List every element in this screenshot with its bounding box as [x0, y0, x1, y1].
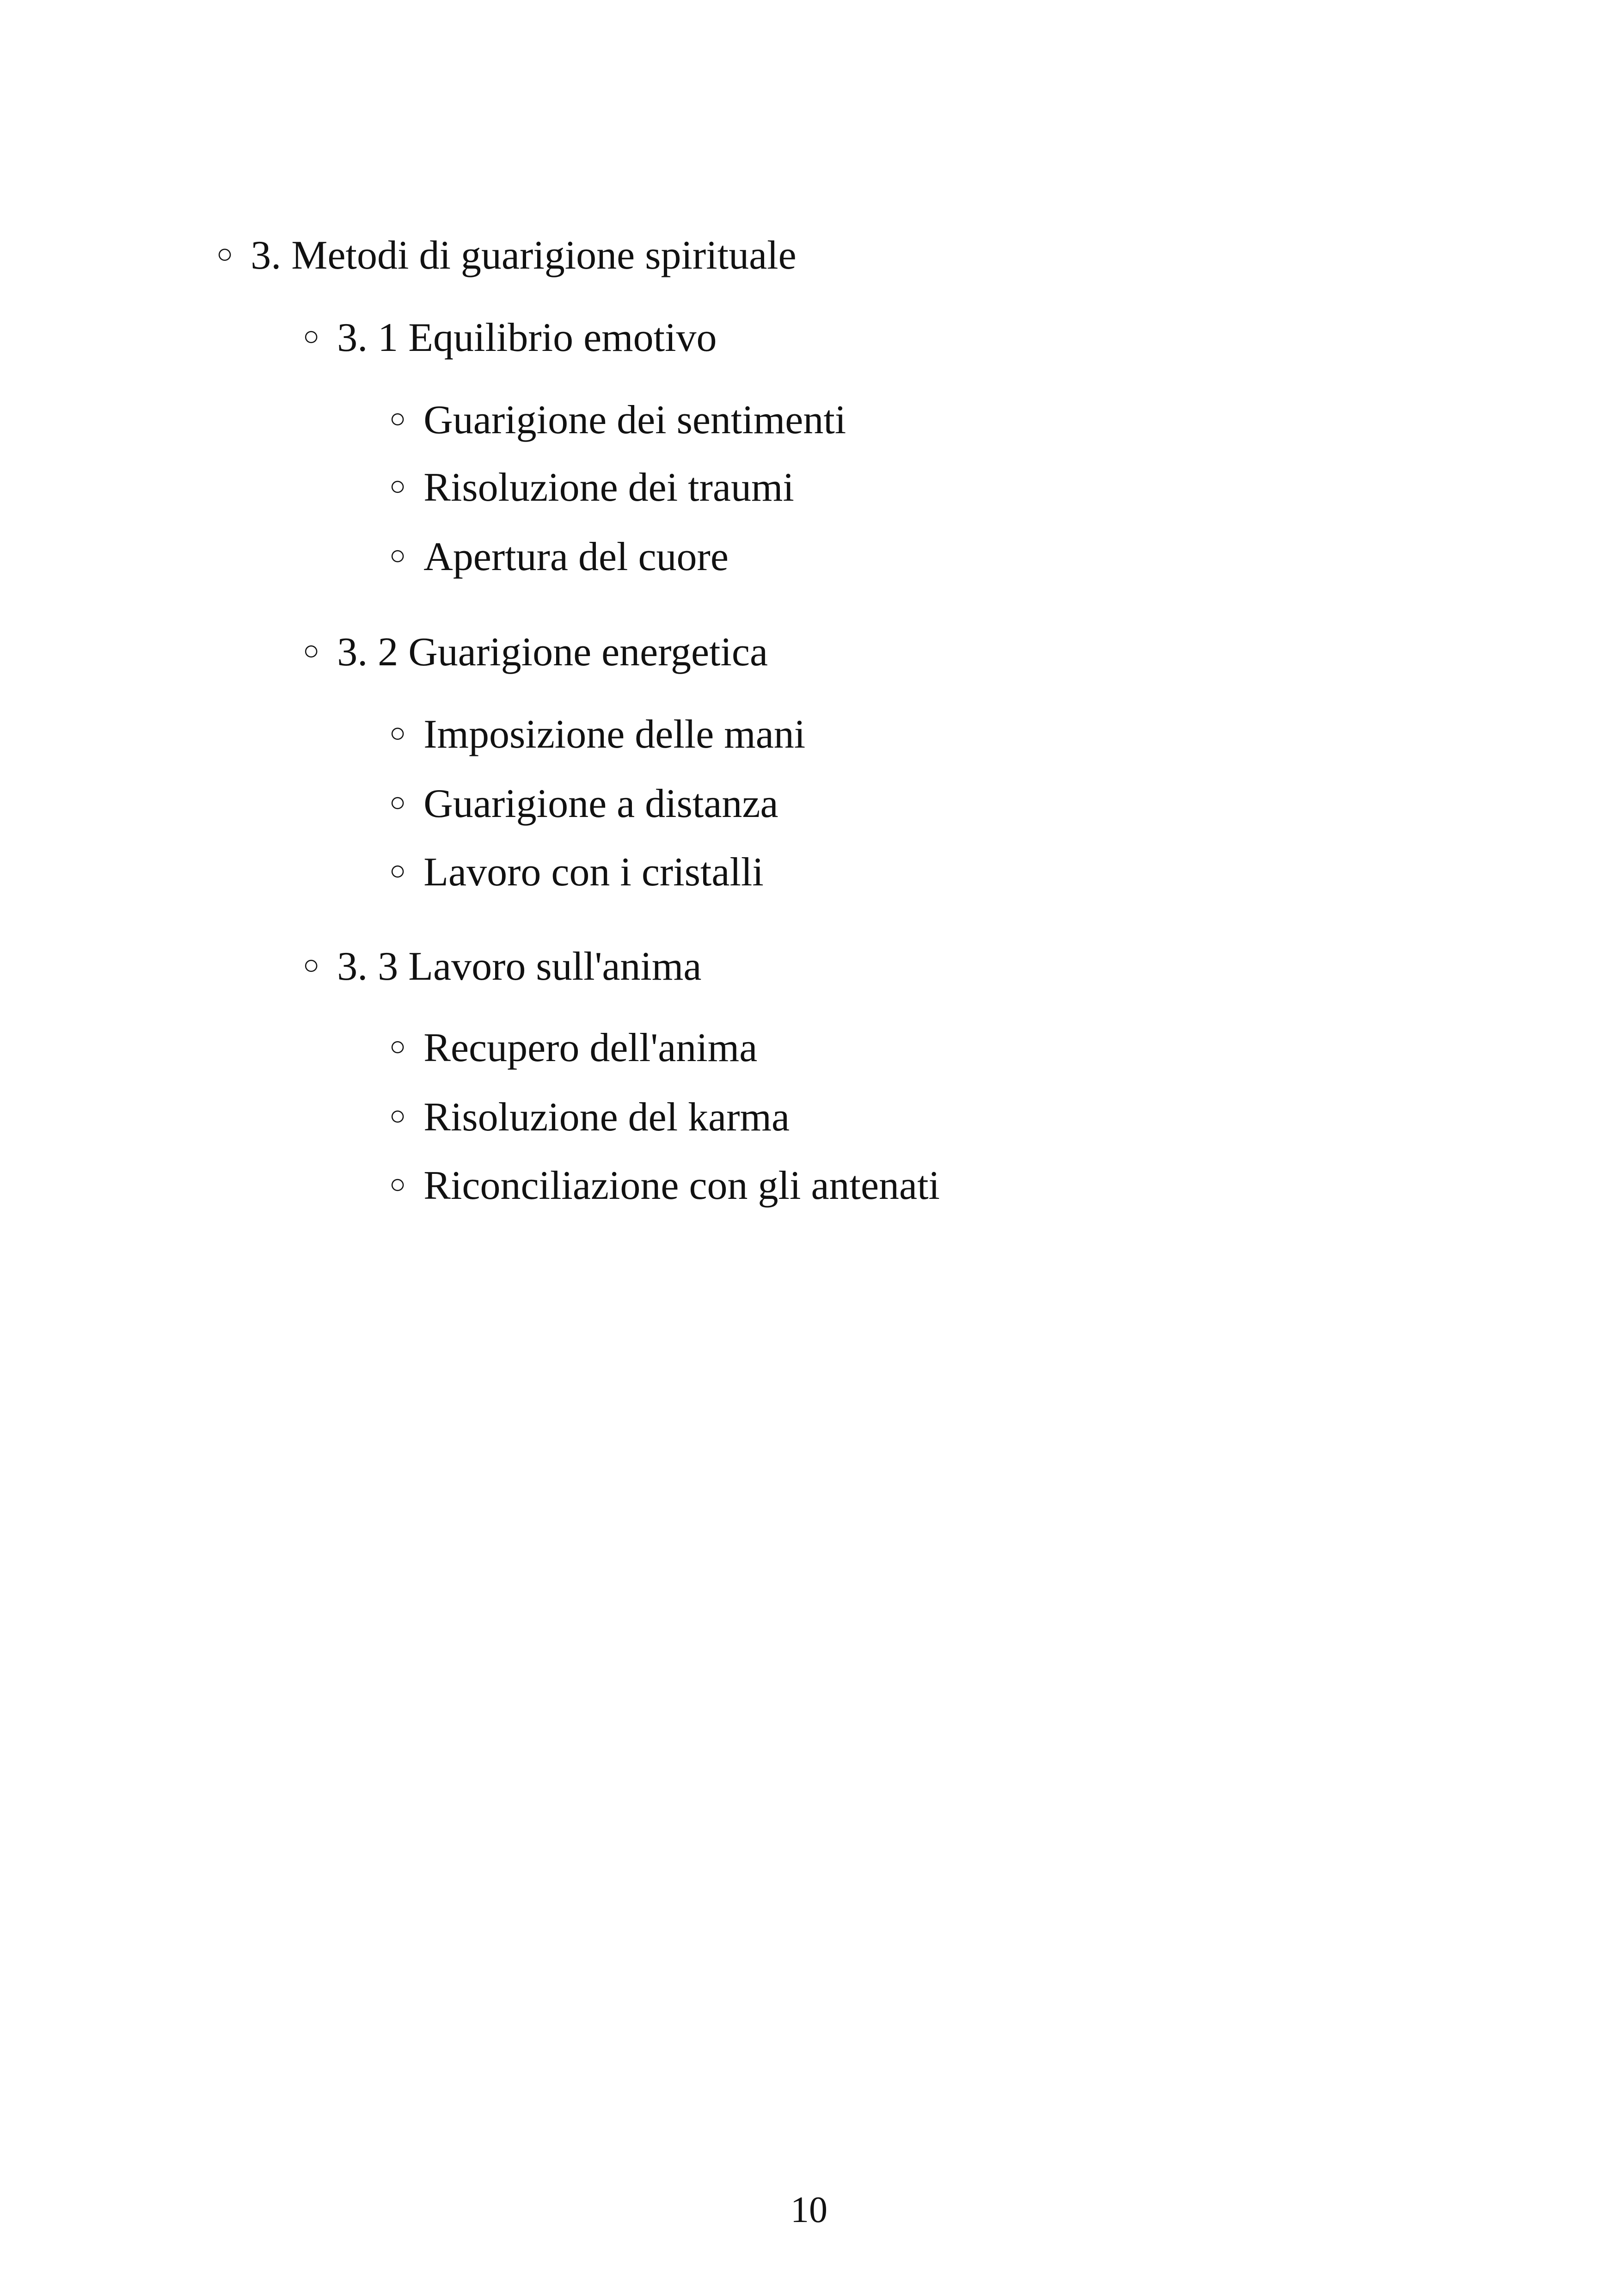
list-item [389, 393, 846, 446]
list-item-text: Risoluzione del karma [423, 1095, 790, 1140]
list-item-text: Imposizione delle mani [423, 712, 806, 757]
hollow-circle-bullet-icon: ○ [389, 787, 406, 817]
list-item [389, 460, 794, 513]
list-item [389, 1159, 940, 1211]
hollow-circle-bullet-icon: ○ [389, 718, 406, 748]
hollow-circle-bullet-icon: ○ [216, 239, 233, 269]
page-number: 10 [791, 2190, 827, 2230]
hollow-circle-bullet-icon: ○ [303, 950, 320, 980]
subsection-heading [303, 311, 717, 363]
subsection-title: 3. 2 Guarigione energetica [337, 630, 768, 675]
list-item-text: Guarigione dei sentimenti [423, 398, 846, 442]
section-title: 3. Metodi di guarigione spirituale [251, 233, 797, 278]
hollow-circle-bullet-icon: ○ [389, 471, 406, 501]
hollow-circle-bullet-icon: ○ [303, 635, 320, 666]
hollow-circle-bullet-icon: ○ [389, 1100, 406, 1131]
list-item-text: Recupero dell'anima [423, 1025, 758, 1070]
list-item-text: Guarigione a distanza [423, 781, 778, 826]
list-item [389, 845, 764, 898]
list-item-text: Riconciliazione con gli antenati [423, 1163, 940, 1208]
section-heading [216, 228, 797, 281]
subsection-title: 3. 3 Lavoro sull'anima [337, 944, 702, 989]
hollow-circle-bullet-icon: ○ [389, 1031, 406, 1062]
list-item-text: Apertura del cuore [423, 534, 729, 579]
subsection-heading [303, 625, 768, 678]
list-item-text: Risoluzione dei traumi [423, 465, 794, 510]
hollow-circle-bullet-icon: ○ [389, 855, 406, 886]
list-item [389, 1021, 757, 1074]
hollow-circle-bullet-icon: ○ [389, 403, 406, 434]
subsection-heading [303, 939, 701, 992]
hollow-circle-bullet-icon: ○ [389, 540, 406, 571]
list-item [389, 530, 729, 583]
hollow-circle-bullet-icon: ○ [389, 1169, 406, 1199]
list-item [389, 1090, 790, 1143]
hollow-circle-bullet-icon: ○ [303, 321, 320, 351]
list-item [389, 777, 778, 829]
list-item [389, 707, 805, 760]
list-item-text: Lavoro con i cristalli [423, 850, 764, 895]
subsection-title: 3. 1 Equilibrio emotivo [337, 315, 717, 360]
